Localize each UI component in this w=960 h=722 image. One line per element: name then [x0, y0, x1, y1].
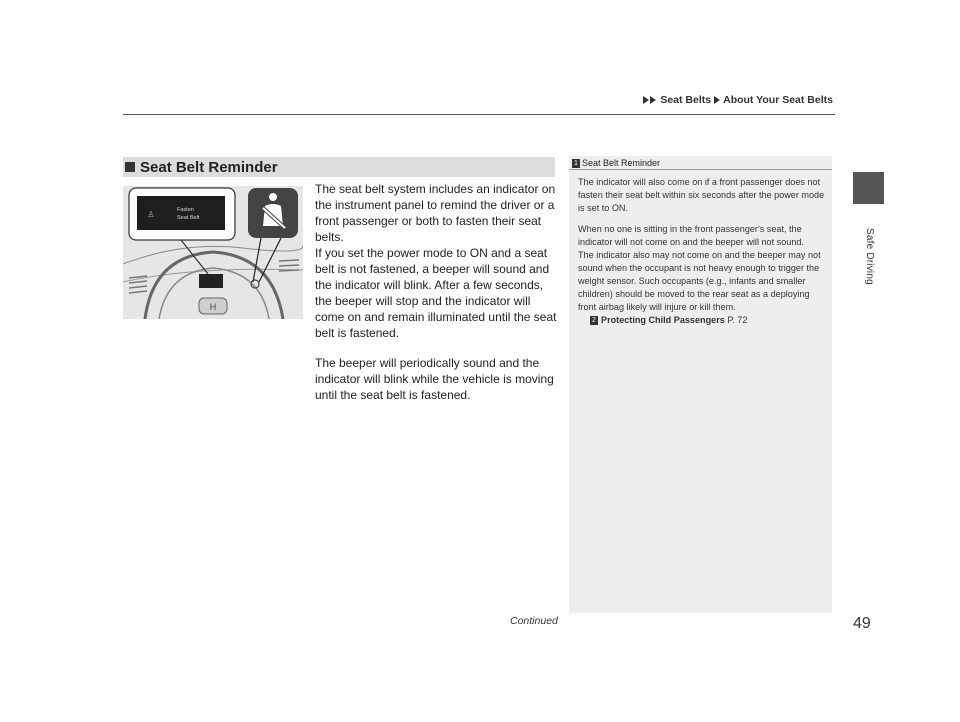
cross-reference[interactable] — [590, 314, 826, 327]
arrow-right-icon — [713, 96, 721, 104]
note-marker: 1 — [572, 159, 580, 168]
note-paragraph-3: The indicator also may not come on and the beeper may not sound when the occupant is not heavy enough to trigger the weight sensor. Such occupants (e.g., infants and smaller children) should be moved to the rear seat as a deploying front airbag likely will injure or kill them. — [578, 250, 821, 312]
breadcrumb-current: About Your Seat Belts — [723, 94, 833, 106]
note-title — [572, 158, 660, 168]
main-paragraph-3: The beeper will periodically sound and the indicator will blink while the vehicle is moving until the seat belt is fastened. — [315, 356, 554, 402]
indicator-text-line1: Fasten — [177, 207, 194, 213]
note-paragraph-1: The indicator will also come on if a front passenger does not fasten their seat belt within six seconds after the power mode is set to ON. — [578, 177, 825, 213]
chapter-tab — [853, 172, 884, 204]
indicator-text-line2: Seat Belt — [177, 215, 200, 221]
continued-label: Continued — [510, 615, 558, 627]
breadcrumb-parent[interactable]: Seat Belts — [660, 94, 712, 106]
reference-link[interactable]: Protecting Child Passengers — [601, 315, 725, 325]
svg-text:♙: ♙ — [147, 210, 155, 219]
main-text — [315, 181, 560, 417]
header-rule — [123, 114, 835, 115]
reference-page: P. 72 — [727, 315, 748, 325]
note-paragraph-2: When no one is sitting in the front passenger's seat, the indicator will not come on and the beeper will not sound. — [578, 224, 804, 247]
main-paragraph-2: If you set the power mode to ON and a seat belt is not fastened, a beeper will sound and the indicator will blink. After a few seconds, the beeper will stop and the indicator will come on and remain illuminated until the seat belt is fastened. — [315, 246, 557, 340]
chapter-label: Safe Driving — [864, 228, 875, 285]
svg-text:H: H — [209, 302, 217, 312]
main-paragraph-1: The seat belt system includes an indicator on the instrument panel to remind the driver or a front passenger or both to fasten their seat belts. — [315, 182, 556, 244]
note-text — [578, 176, 826, 327]
dashboard-illustration — [123, 186, 303, 319]
reference-marker-icon: 2 — [590, 316, 598, 325]
section-header — [123, 157, 555, 177]
section-square-icon — [125, 162, 135, 172]
breadcrumb — [643, 94, 833, 106]
note-title-text: Seat Belt Reminder — [582, 158, 661, 168]
note-rule — [569, 169, 832, 170]
section-title: Seat Belt Reminder — [140, 158, 278, 176]
double-arrow-icon — [643, 96, 657, 104]
page-number: 49 — [853, 615, 871, 632]
